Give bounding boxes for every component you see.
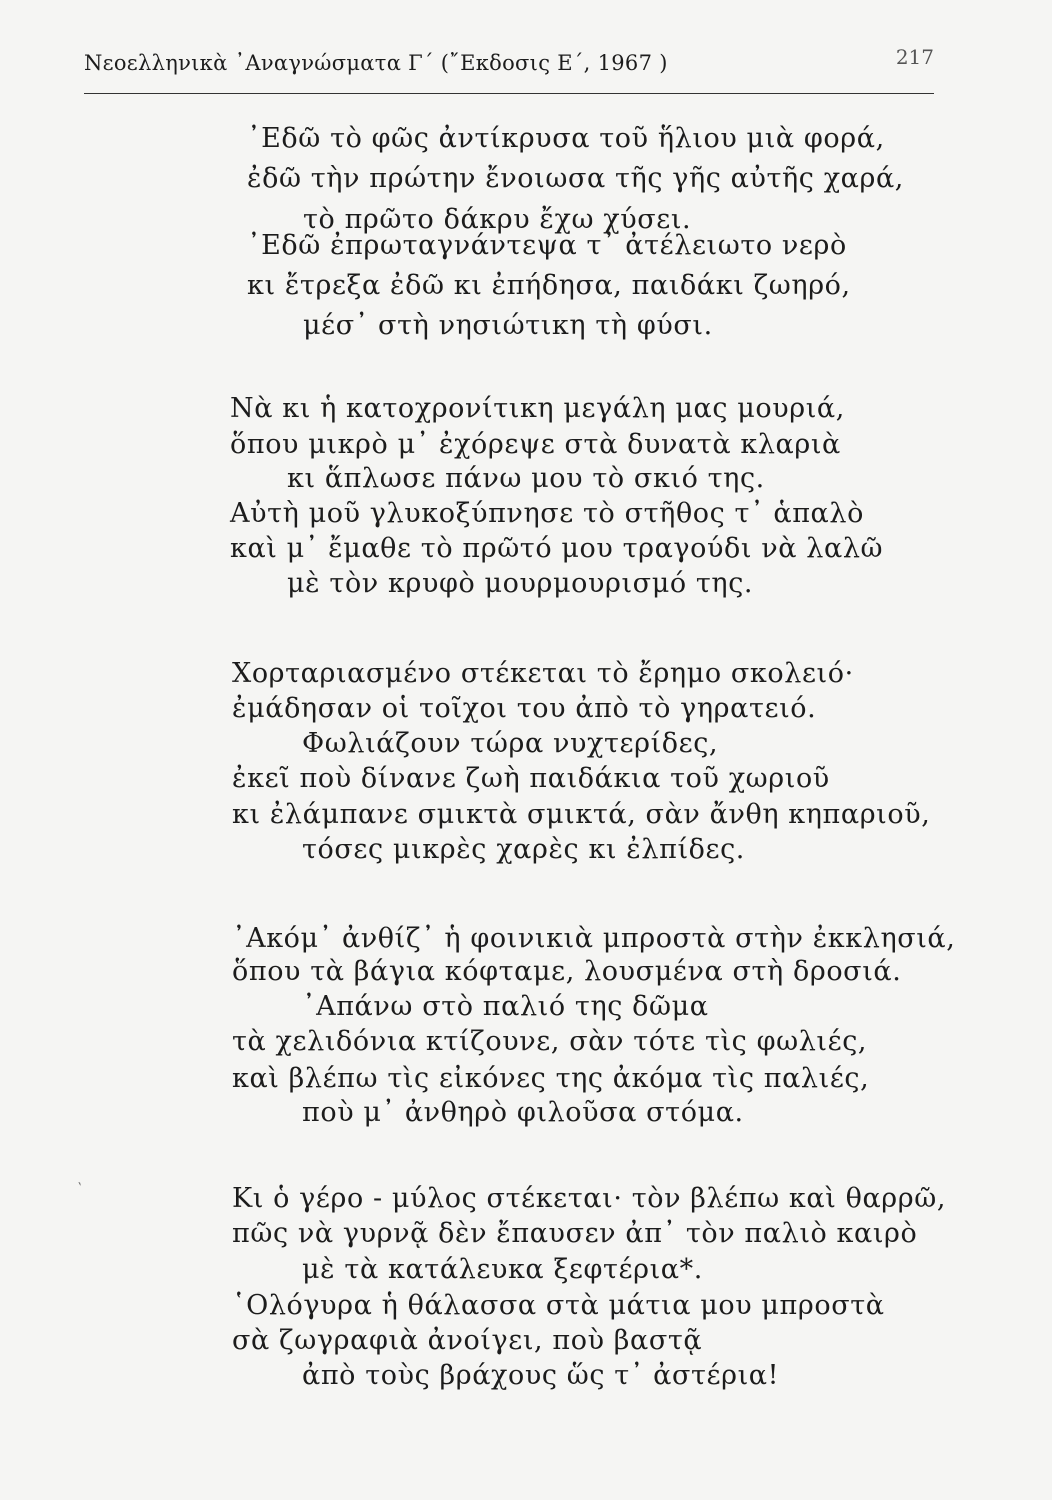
- verse-line: Κι ὁ γέρο - μύλος στέκεται· τὸν βλέπω καὶ θαρρῶ,: [232, 1183, 947, 1214]
- ink-speck-mark: ˎ: [76, 1167, 90, 1187]
- verse-line: ἀπὸ τοὺς βράχους ὥς τ᾿ ἀστέρια!: [302, 1360, 780, 1391]
- verse-line: καὶ βλέπω τὶς εἰκόνες της ἀκόμα τὶς παλιές,: [232, 1063, 870, 1094]
- verse-line: μέσ᾿ στὴ νησιώτικη τὴ φύσι.: [303, 310, 713, 341]
- verse-line: Χορταριασμένο στέκεται τὸ ἔρημο σκολειό·: [232, 658, 854, 689]
- verse-line: μὲ τὸν κρυφὸ μουρμουρισμό της.: [287, 568, 754, 599]
- verse-line: σὰ ζωγραφιὰ ἀνοίγει, ποὺ βαστᾷ: [232, 1325, 703, 1356]
- running-title: Νεοελληνικὰ ᾿Αναγνώσματα Γ΄ (῎Εκδοσις Ε΄, 1967 ): [84, 51, 668, 75]
- verse-line: ᾿Εδῶ τὸ φῶς ἀντίκρυσα τοῦ ἥλιου μιὰ φορά,: [247, 123, 885, 154]
- verse-line: πῶς νὰ γυρνᾷ δὲν ἔπαυσεν ἀπ᾿ τὸν παλιὸ καιρὸ: [232, 1218, 918, 1249]
- page-number: 217: [895, 45, 934, 69]
- verse-line: ὅπου μικρὸ μ᾿ ἐχόρεψε στὰ δυνατὰ κλαριὰ: [230, 429, 841, 460]
- verse-line: Νὰ κι ἡ κατοχρονίτικη μεγάλη μας μουριά,: [230, 393, 845, 424]
- verse-line: κι ἔτρεξα ἐδῶ κι ἐπήδησα, παιδάκι ζωηρό,: [247, 270, 851, 301]
- verse-line: ἐκεῖ ποὺ δίνανε ζωὴ παιδάκια τοῦ χωριοῦ: [232, 763, 830, 794]
- verse-line: καὶ μ᾿ ἔμαθε τὸ πρῶτό μου τραγούδι νὰ λαλῶ: [230, 533, 884, 564]
- verse-line: τὰ χελιδόνια κτίζουνε, σὰν τότε τὶς φωλιές,: [232, 1026, 868, 1057]
- verse-line: ᾿Απάνω στὸ παλιό της δῶμα: [302, 991, 709, 1022]
- verse-line: ποὺ μ᾿ ἀνθηρὸ φιλοῦσα στόμα.: [302, 1097, 744, 1128]
- verse-line: κι ἅπλωσε πάνω μου τὸ σκιό της.: [287, 463, 765, 494]
- verse-line: μὲ τὰ κατάλευκα ξεφτέρια*.: [302, 1254, 703, 1285]
- verse-line: ᾿Ακόμ᾿ ἀνθίζ᾿ ἡ φοινικιὰ μπροστὰ στὴν ἐκκλησιά,: [232, 923, 956, 954]
- verse-line: τὸ πρῶτο δάκρυ ἔχω χύσει.: [303, 204, 692, 235]
- verse-line: ῾Ολόγυρα ἡ θάλασσα στὰ μάτια μου μπροστὰ: [232, 1290, 885, 1321]
- verse-line: κι ἐλάμπανε σμικτὰ σμικτά, σὰν ἄνθη κηπαριοῦ,: [232, 799, 931, 830]
- verse-line: ᾿Εδῶ ἐπρωταγνάντεψα τ᾿ ἀτέλειωτο νερὸ: [247, 230, 847, 261]
- verse-line: ἐμάδησαν οἱ τοῖχοι του ἀπὸ τὸ γηρατειό.: [232, 693, 817, 724]
- verse-line: Αὐτὴ μοῦ γλυκοξύπνησε τὸ στῆθος τ᾿ ἁπαλὸ: [230, 498, 864, 529]
- verse-line: Φωλιάζουν τώρα νυχτερίδες,: [302, 728, 719, 759]
- verse-line: τόσες μικρὲς χαρὲς κι ἐλπίδες.: [302, 834, 745, 865]
- verse-line: ὅπου τὰ βάγια κόφταμε, λουσμένα στὴ δροσιά.: [232, 956, 902, 987]
- verse-line: ἐδῶ τὴν πρώτην ἔνοιωσα τῆς γῆς αὐτῆς χαρά,: [247, 163, 904, 194]
